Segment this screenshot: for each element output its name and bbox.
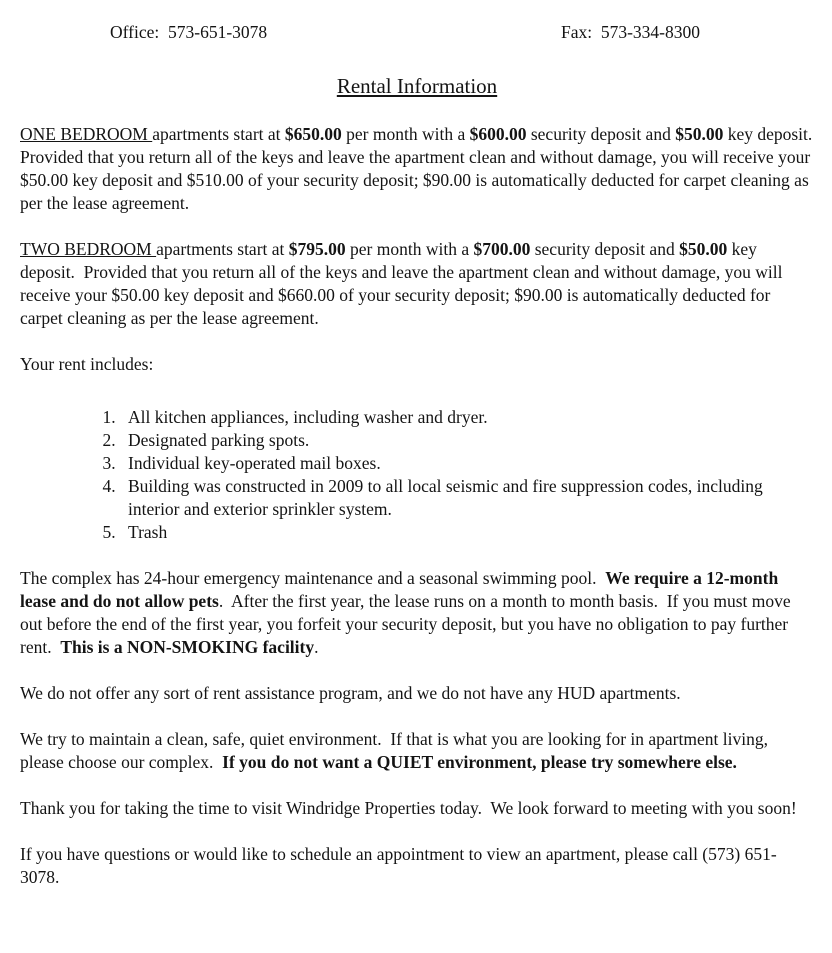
text-segment: We try to maintain a clean, safe, quiet environment. If that is what you are looking for in apartment living, please choose our complex. (20, 729, 773, 772)
two-bedroom-paragraph (20, 238, 814, 330)
list-item: 5. Trash (120, 521, 814, 544)
page-title: Rental Information (336, 74, 498, 98)
rent-assistance-paragraph (20, 682, 814, 705)
text-segment: $700.00 (473, 239, 531, 259)
thank-you-paragraph (20, 797, 814, 820)
list-item: 3. Individual key-operated mail boxes. (120, 452, 814, 475)
text-segment: . After the first year, the lease runs on a month to month basis. If you must move out before the end of the first year, you forfeit your security deposit, but you have no obligation to pay further rent. (20, 591, 796, 657)
complex-policy-paragraph (20, 567, 814, 659)
text-segment: $50.00 (679, 239, 728, 259)
text-segment: $50.00 (675, 124, 724, 144)
text-segment: key deposit. Provided that you return all of the keys and leave the apartment clean and without damage, you will receive your $50.00 key deposit and $510.00 of your security deposit; $90.00 is automatically deducted for carpet cleaning as per the lease agreement. (20, 124, 822, 213)
list-item: 2. Designated parking spots. (120, 429, 814, 452)
text-segment: key deposit. Provided that you return all of the keys and leave the apartment clean and without damage, you will receive your $50.00 key deposit and $660.00 of your security deposit; $90.00 is automatically deducted for carpet cleaning as per the lease agreement. (20, 239, 787, 328)
text-segment: per month with a (341, 124, 470, 144)
text-segment: Thank you for taking the time to visit Windridge Properties today. We look forward to meeting with you soon! (20, 798, 797, 818)
contact-paragraph (20, 843, 814, 889)
office-phone: Office: 573-651-3078 (110, 22, 268, 42)
text-segment: If you have questions or would like to schedule an appointment to view an apartment, please call (573) 651-3078. (20, 844, 777, 887)
fax-number: Fax: 573-334-8300 (560, 22, 700, 42)
text-segment: apartments start at (152, 124, 285, 144)
text-segment: per month with a (345, 239, 474, 259)
text-segment: If you do not want a QUIET environment, please try somewhere else. (222, 752, 737, 772)
quiet-environment-paragraph (20, 728, 814, 774)
text-segment: The complex has 24-hour emergency maintenance and a seasonal swimming pool. (20, 568, 606, 588)
document-header (20, 21, 814, 44)
one-bedroom-paragraph (20, 123, 822, 215)
text-segment: security deposit and (526, 124, 676, 144)
text-segment: $600.00 (469, 124, 527, 144)
text-segment: $795.00 (288, 239, 346, 259)
text-segment: TWO BEDROOM (20, 239, 157, 259)
text-segment: We do not offer any sort of rent assistance program, and we do not have any HUD apartments. (20, 683, 681, 703)
text-segment: $650.00 (284, 124, 342, 144)
text-segment: ONE BEDROOM (20, 124, 153, 144)
list-item: 1. All kitchen appliances, including washer and dryer. (120, 406, 814, 429)
text-segment: security deposit and (530, 239, 680, 259)
text-segment: We require a 12-month lease and do not allow pets (20, 568, 783, 611)
rent-includes-list (20, 406, 814, 544)
text-segment: apartments start at (156, 239, 289, 259)
rent-includes-label: Your rent includes: (20, 354, 154, 374)
text-segment: . (314, 637, 319, 657)
text-segment: This is a NON-SMOKING facility (60, 637, 315, 657)
list-item: 4. Building was constructed in 2009 to all local seismic and fire suppression codes, including interior and exterior sprinkler system. (120, 475, 814, 521)
